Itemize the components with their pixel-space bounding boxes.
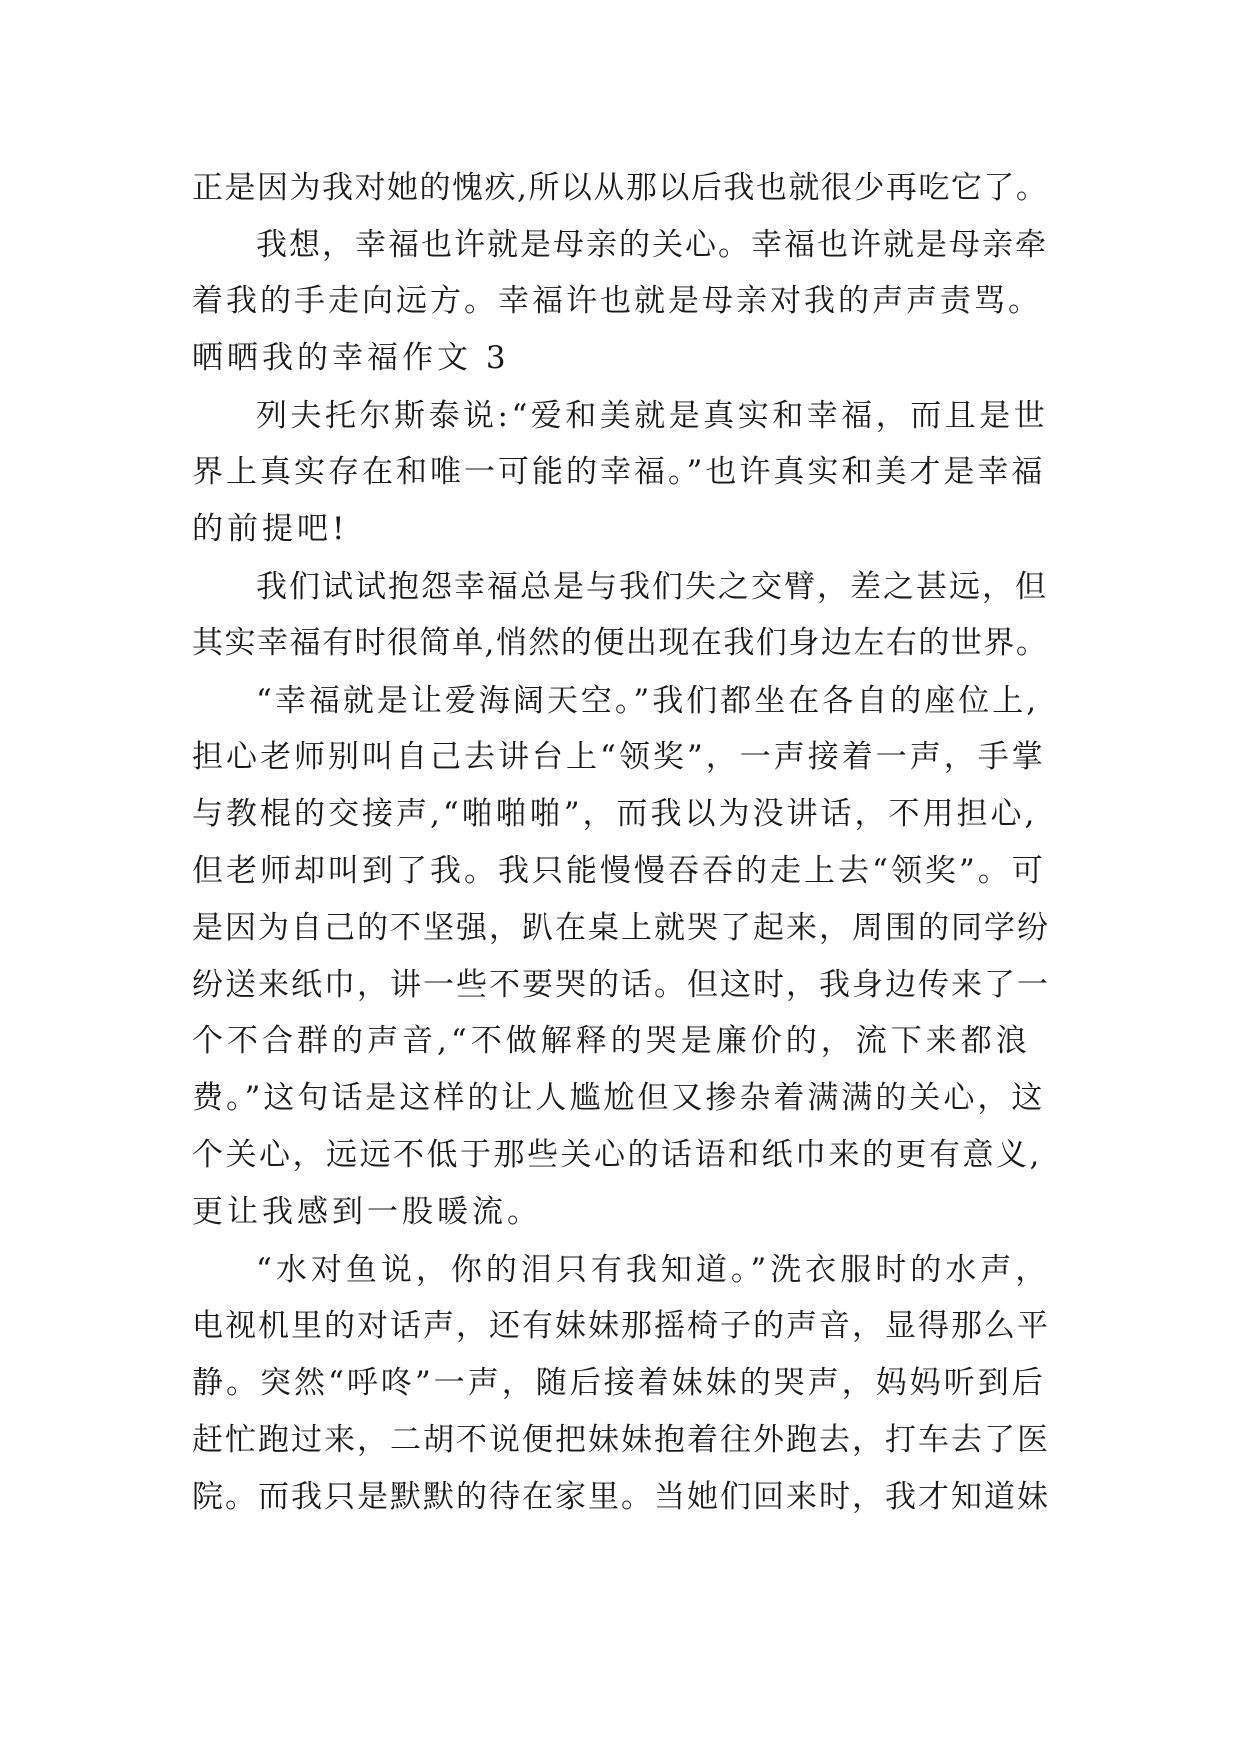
text-line: 纷送来纸巾，讲一些不要哭的话。但这时，我身边传来了一 [192,967,1050,1003]
text-line: 费。”这句话是这样的让人尴尬但又掺杂着满满的关心，这 [192,1080,1046,1116]
text-line: 个关心，远远不低于那些关心的话语和纸巾来的更有意义, [192,1137,1042,1173]
text-line: 的前提吧! [192,511,349,547]
section-title: 晒晒我的幸福作文 3 [192,340,510,376]
text-line: 着我的手走向远方。幸福许也就是母亲对我的声声责骂。 [192,283,1042,319]
text-line: 静。突然“呼咚”一声，随后接着妹妹的哭声，妈妈听到后 [192,1365,1046,1401]
text-line: 更让我感到一股暖流。 [192,1194,542,1230]
text-line: “幸福就是让爱海阔天空。”我们都坐在各自的座位上, [256,683,1040,719]
text-line: 担心老师别叫自己去讲台上“领奖”，一声接着一声，手掌 [192,739,1046,775]
text-line: 是因为自己的不坚强，趴在桌上就哭了起来，周围的同学纷 [192,910,1050,946]
text-line: 其实幸福有时很简单,悄然的便出现在我们身边左右的世界。 [192,625,1049,661]
text-line: 但老师却叫到了我。我只能慢慢吞吞的走上去“领奖”。可 [192,853,1046,889]
text-line: 列夫托尔斯泰说:“爱和美就是真实和幸福，而且是世 [256,398,1049,434]
text-line: 个不合群的声音,“不做解释的哭是廉价的，流下来都浪 [192,1023,1031,1059]
text-line: 与教棍的交接声,“啪啪啪”，而我以为没讲话，不用担心, [192,796,1038,832]
text-line: 电视机里的对话声，还有妹妹那摇椅子的声音，显得那么平 [192,1308,1050,1344]
text-line: 我想，幸福也许就是母亲的关心。幸福也许就是母亲牵 [256,227,1048,263]
text-line: “水对鱼说，你的泪只有我知道。”洗衣服时的水声， [256,1252,1051,1288]
text-line: 正是因为我对她的愧疚,所以从那以后我也就很少再吃它了。 [192,170,1049,206]
text-line: 界上真实存在和唯一可能的幸福。”也许真实和美才是幸福 [192,454,1046,490]
text-line: 赶忙跑过来，二胡不说便把妹妹抱着往外跑去，打车去了医 [192,1422,1050,1458]
text-line: 院。而我只是默默的待在家里。当她们回来时，我才知道妹 [192,1479,1050,1515]
text-line: 我们试试抱怨幸福总是与我们失之交臂，差之甚远，但 [256,569,1048,605]
